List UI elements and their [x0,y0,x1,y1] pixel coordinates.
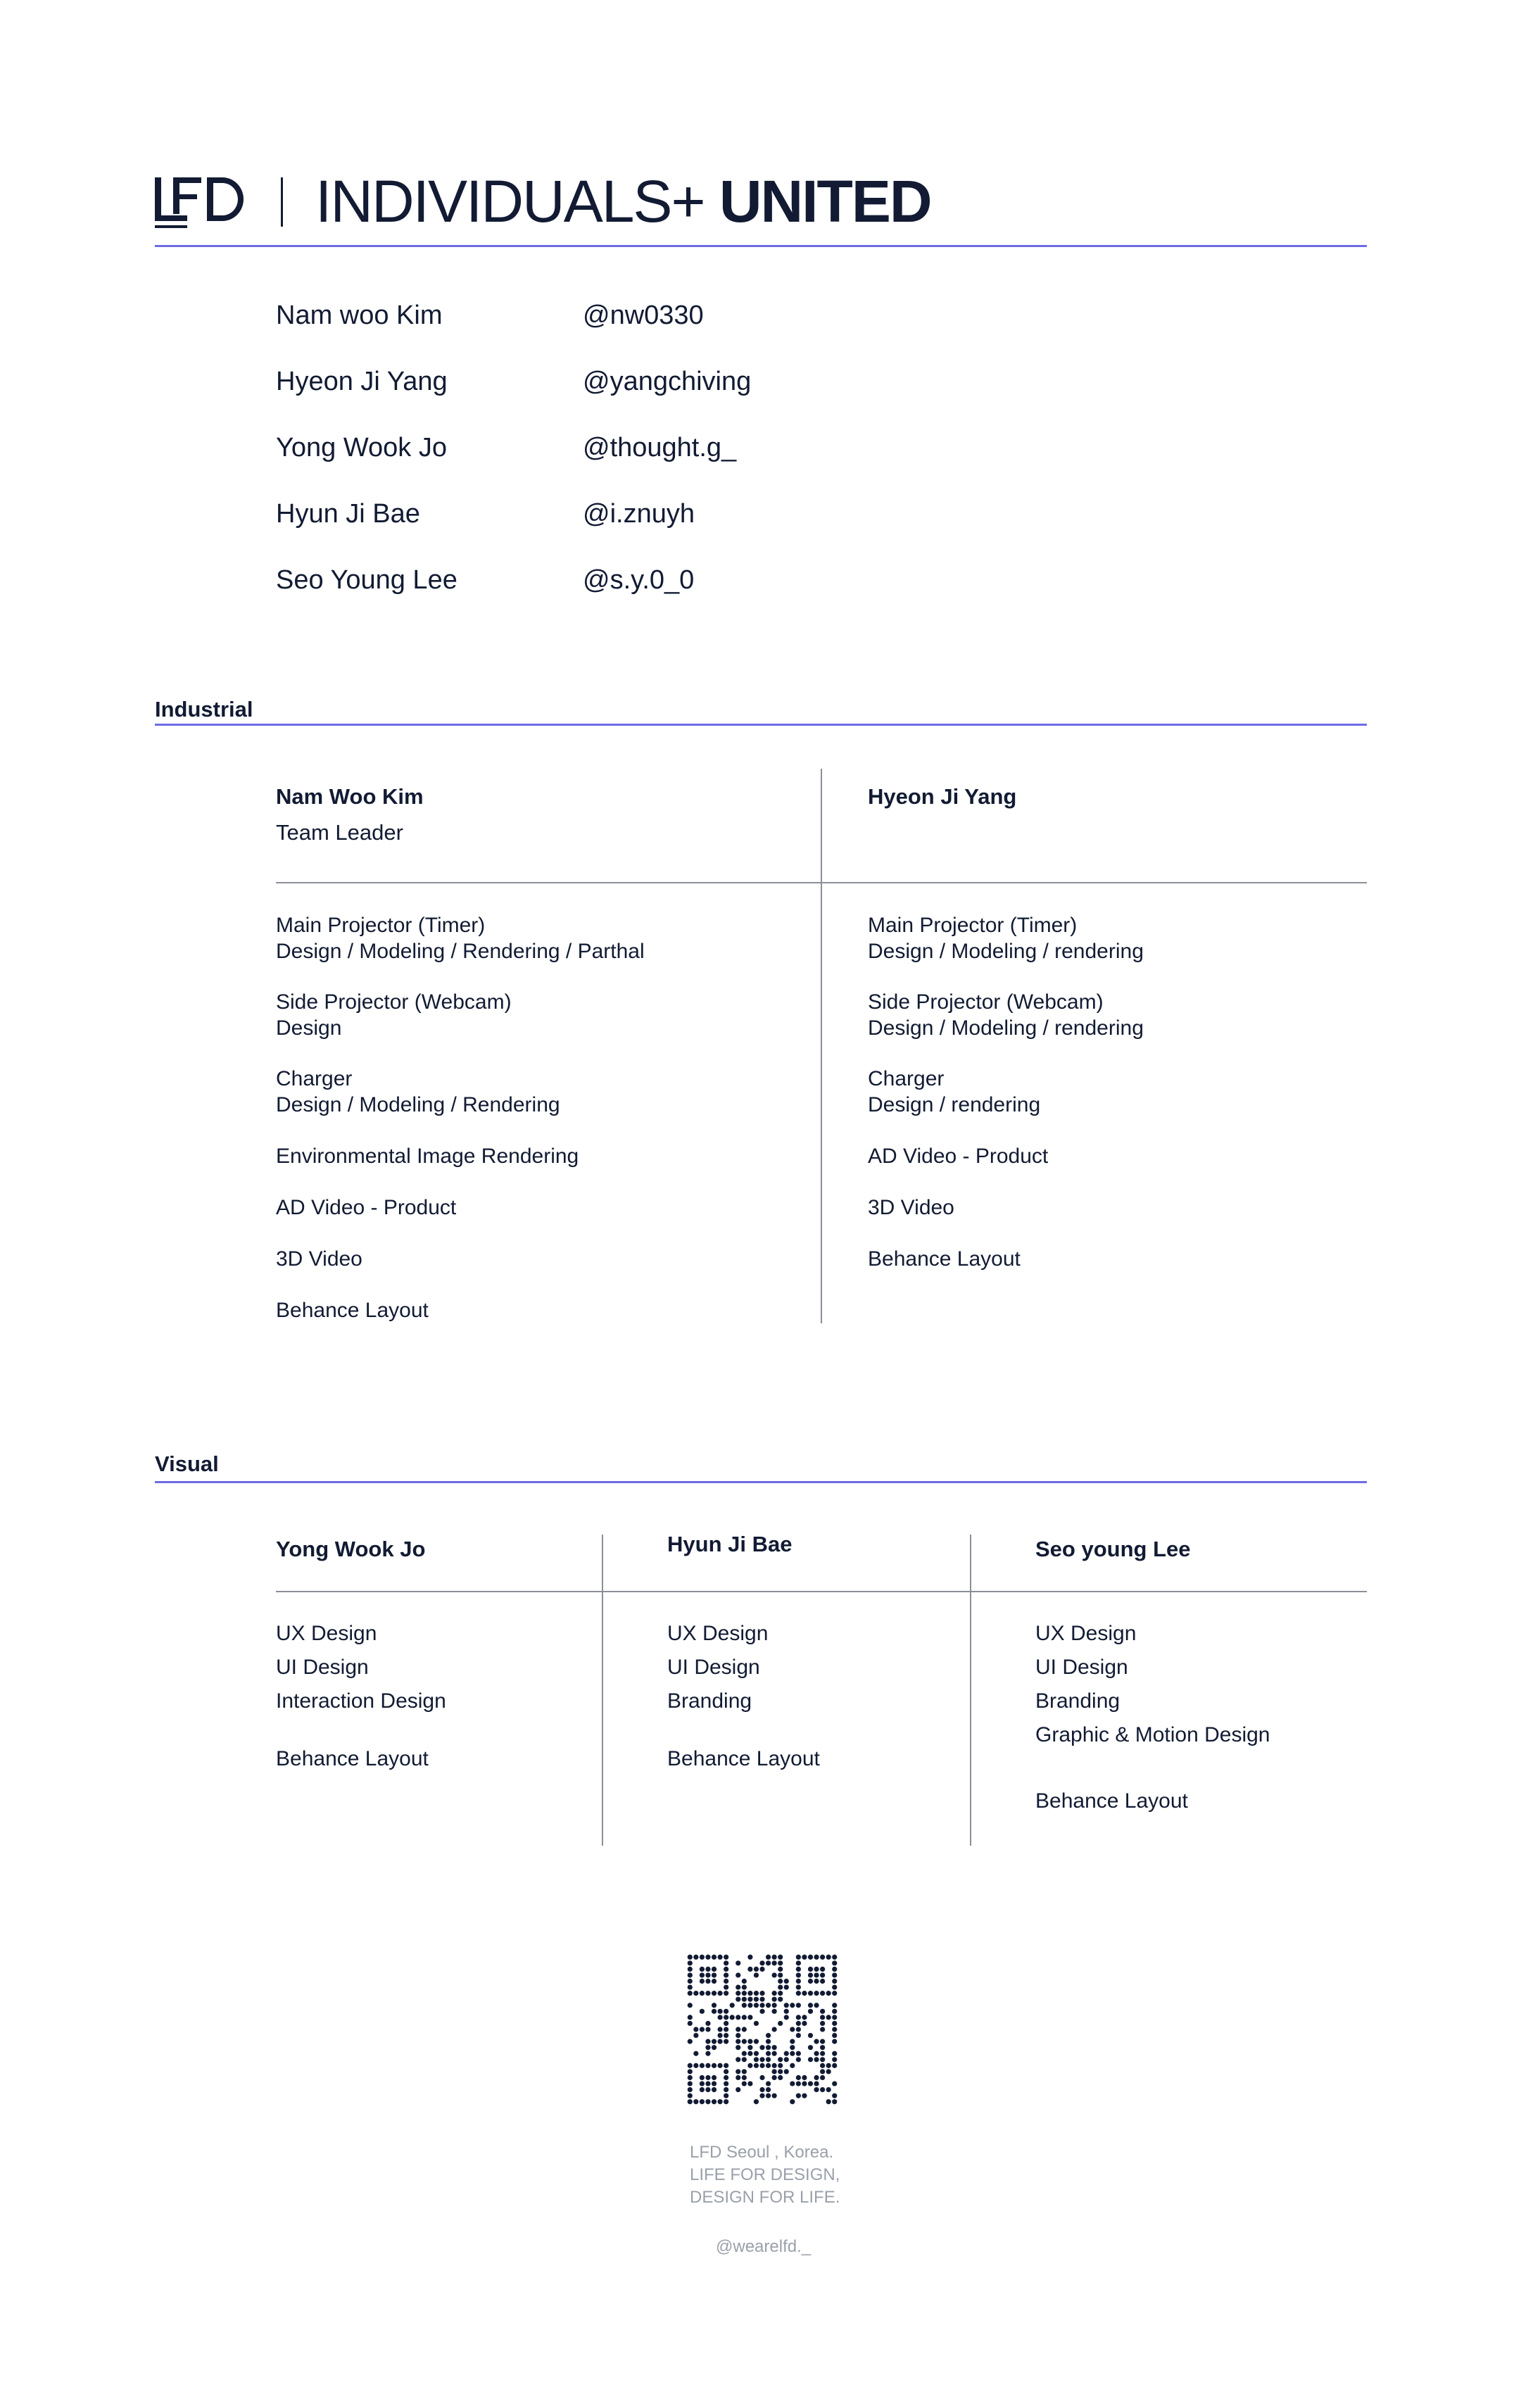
task-detail: Design / Modeling / rendering [868,1016,1144,1040]
task-title: 3D Video [276,1247,362,1271]
skill-item: UX Design [276,1622,377,1645]
skill-item: Branding [667,1689,752,1713]
visual-name: Seo young Lee [1035,1537,1191,1561]
industrial-header-rule [276,882,1367,883]
task-title: AD Video - Product [276,1196,457,1219]
task-title: Side Projector (Webcam) [868,990,1104,1014]
industrial-name: Nam Woo Kim [276,784,424,809]
task-item [868,989,1144,1041]
footer-line: LFD Seoul , Korea. [690,2143,834,2162]
member-name: Nam woo Kim [276,301,443,330]
visual-name: Yong Wook Jo [276,1537,426,1561]
visual-section-label: Visual [155,1451,219,1476]
industrial-rule [155,724,1367,726]
task-detail: Design / Modeling / Rendering [276,1093,560,1116]
task-item [868,1066,1040,1118]
visual-column-divider [602,1535,603,1846]
title-bold: UNITED [719,168,931,234]
task-item [276,989,512,1041]
task-item [276,912,645,964]
industrial-section-label: Industrial [155,697,253,722]
task-title: 3D Video [868,1196,954,1219]
skill-extra: Behance Layout [667,1747,820,1770]
task-detail: Design / Modeling / rendering [868,940,1144,963]
visual-column-divider [970,1535,971,1846]
task-title: Environmental Image Rendering [276,1145,579,1168]
task-title: Side Projector (Webcam) [276,990,512,1014]
footer-handle[interactable]: @wearelfd._ [716,2237,812,2256]
header-rule [155,245,1367,247]
visual-rule [155,1481,1367,1483]
skill-list [276,1617,446,1718]
task-title: Charger [868,1067,945,1090]
skill-item: UX Design [1035,1622,1137,1645]
member-handle: @nw0330 [583,301,704,330]
task-item [868,912,1144,964]
industrial-column-divider [821,769,822,1323]
skill-list [1035,1617,1270,1752]
skill-item: UI Design [276,1656,369,1679]
skill-item: UI Design [1035,1656,1128,1679]
industrial-role: Team Leader [276,820,403,845]
footer-text [690,2141,840,2209]
member-name: Hyeon Ji Yang [276,367,448,396]
member-name: Hyun Ji Bae [276,499,420,529]
task-title: Main Projector (Timer) [868,914,1078,937]
visual-name: Hyun Ji Bae [667,1532,793,1556]
skill-item: Interaction Design [276,1689,446,1713]
industrial-name: Hyeon Ji Yang [868,784,1017,809]
member-handle: @i.znuyh [583,499,695,529]
task-detail: Design / Modeling / Rendering / Parthal [276,940,645,963]
task-detail: Design / rendering [868,1093,1041,1116]
skill-item: Graphic & Motion Design [1035,1723,1270,1746]
task-title: Behance Layout [868,1247,1021,1271]
skill-item: UI Design [667,1656,760,1679]
skill-extra: Behance Layout [1035,1789,1188,1813]
task-detail: Design [276,1016,342,1040]
member-handle: @yangchiving [583,367,752,396]
lfd-logo [155,172,251,232]
skill-extra: Behance Layout [276,1747,429,1770]
skill-item: UX Design [667,1622,769,1645]
member-name: Yong Wook Jo [276,433,447,462]
task-title: AD Video - Product [868,1145,1049,1168]
title-thin: INDIVIDUALS+ [315,168,705,234]
task-item [276,1066,560,1118]
footer-line: LIFE FOR DESIGN, [690,2165,840,2184]
header-separator [281,177,283,227]
skill-item: Branding [1035,1689,1121,1713]
member-handle: @s.y.0_0 [583,565,695,595]
member-name: Seo Young Lee [276,565,457,595]
visual-header-rule [276,1591,1367,1592]
footer-line: DESIGN FOR LIFE. [690,2188,840,2207]
task-title: Main Projector (Timer) [276,914,486,937]
task-title: Behance Layout [276,1299,429,1322]
page-title [315,166,931,237]
task-title: Charger [276,1067,353,1090]
qr-code[interactable] [687,1954,838,2105]
skill-list [667,1617,768,1718]
member-handle: @thought.g_ [583,433,737,462]
